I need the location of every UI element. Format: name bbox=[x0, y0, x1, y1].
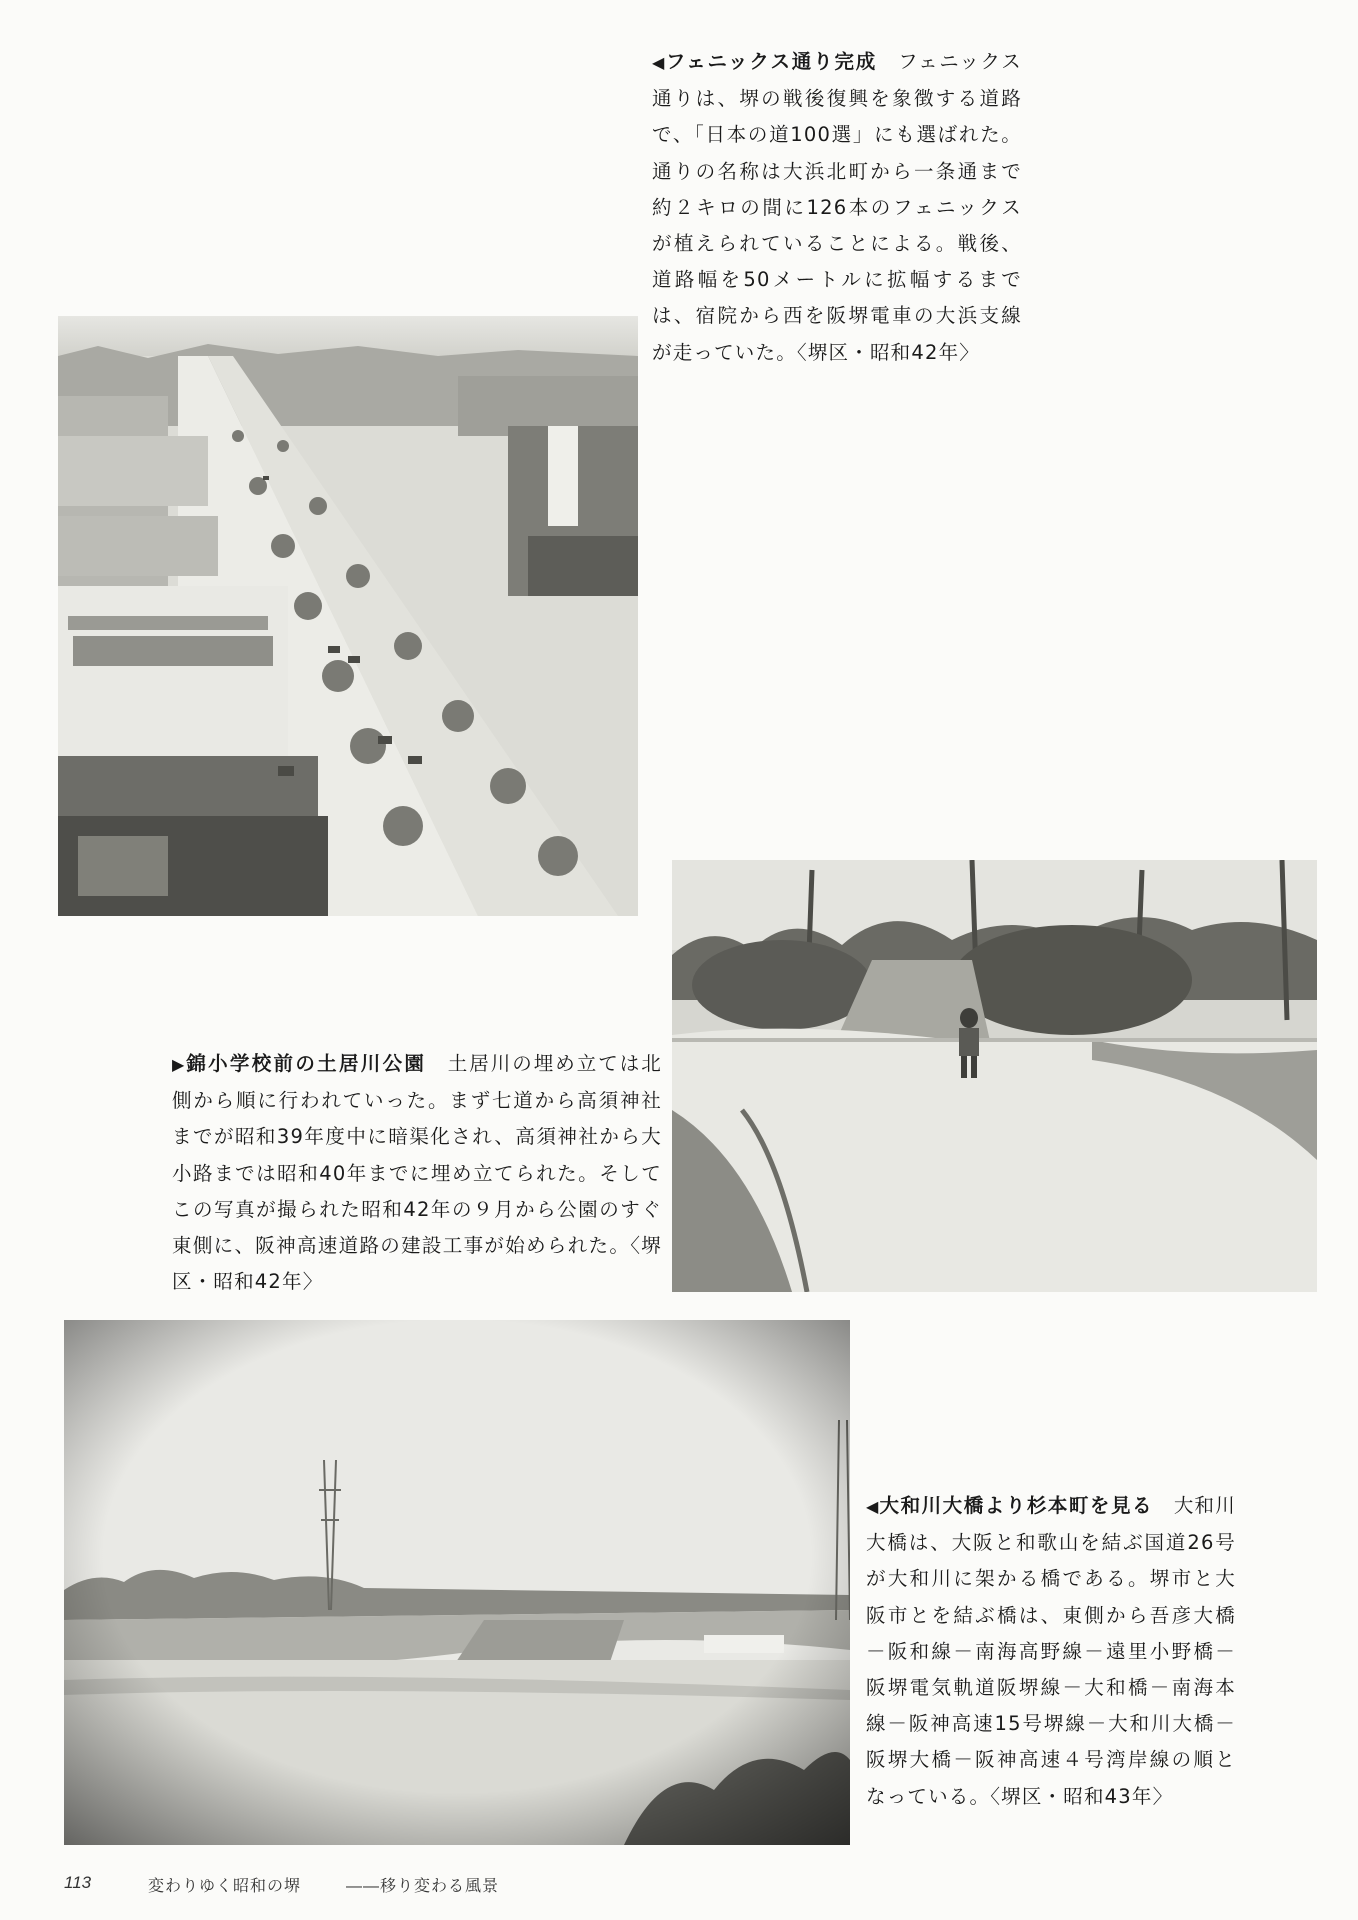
caption-left-arrow-icon: ◀ bbox=[652, 53, 666, 72]
caption-body: 大和川大橋は、大阪と和歌山を結ぶ国道26号が大和川に架かる橋である。堺市と大阪市とを結ぶ橋は、東側から吾彦大橋－阪和線－南海高野線－遠里小野橋－阪堺電気軌道阪堺線－大和橋－南海本線－阪神高速15号堺線－大和川大橋－阪堺大橋－阪神高速４号湾岸線の順となっている。〈堺区・昭和43年〉 bbox=[866, 1494, 1236, 1808]
caption-body: 土居川の埋め立ては北側から順に行われていった。まず七道から高須神社までが昭和39年度中に暗渠化され、高須神社から大小路までは昭和40年までに埋め立てられた。そしてこの写真が撮られた昭和42年の９月から公園のすぐ東側に、阪神高速道路の建設工事が始められた。〈堺区・昭和42年〉 bbox=[172, 1052, 662, 1294]
yamatogawa-bridge-photo bbox=[64, 1320, 850, 1845]
caption-body: フェニックス通りは、堺の戦後復興を象徴する道路で、「日本の道100選」にも選ばれた。通りの名称は大浜北町から一条通まで約２キロの間に126本のフェニックスが植えられていることによる。戦後、道路幅を50メートルに拡幅するまでは、宿院から西を阪堺電車の大浜支線が走っていた。〈堺区・昭和42年〉 bbox=[652, 50, 1022, 364]
caption-heading: フェニックス通り完成 bbox=[665, 50, 878, 73]
book-title: 変わりゆく昭和の堺 bbox=[148, 1876, 302, 1895]
caption-heading: 錦小学校前の土居川公園 bbox=[186, 1052, 427, 1075]
page-number: 113 bbox=[64, 1873, 92, 1892]
caption-right-arrow-icon: ▶ bbox=[172, 1055, 187, 1074]
doigawa-park-photo bbox=[672, 860, 1317, 1292]
phoenix-avenue-photo bbox=[58, 316, 638, 916]
doigawa-park-caption bbox=[172, 1046, 662, 1300]
caption-left-arrow-icon: ◀ bbox=[866, 1497, 880, 1516]
phoenix-avenue-caption bbox=[652, 44, 1022, 371]
chapter-title: ――移り変わる風景 bbox=[346, 1876, 500, 1895]
caption-heading: 大和川大橋より杉本町を見る bbox=[879, 1494, 1154, 1517]
yamatogawa-bridge-caption bbox=[866, 1488, 1236, 1815]
